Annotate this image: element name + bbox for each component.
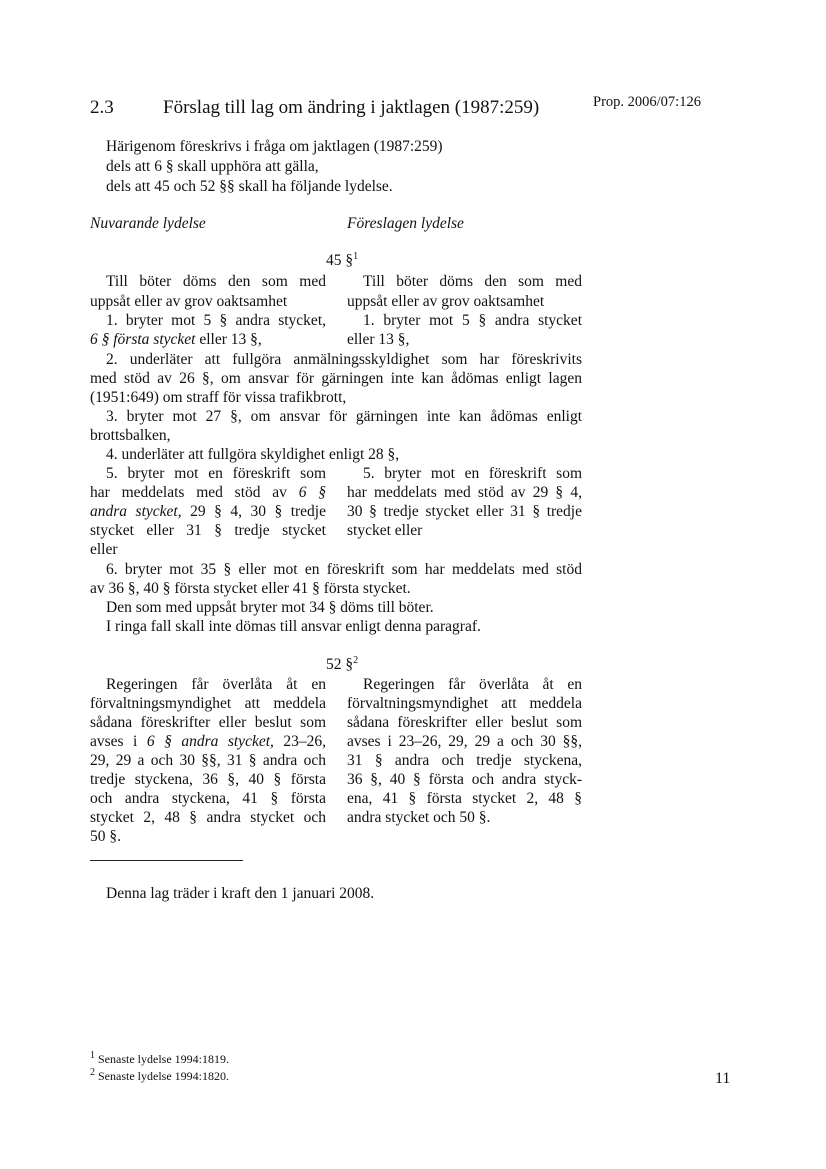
s45-point-6-line-1: 6. bryter mot 35 § eller mot en föreskrift som har meddelats med stöd — [106, 561, 582, 578]
section-divider — [90, 860, 243, 861]
s52-right-line-5: 31 § andra och tredje styckena, — [347, 752, 582, 769]
s45-left-point-1-b: 6 § första stycket eller 13 §, — [90, 331, 262, 348]
s52-left-line-5: 29, 29 a och 30 §§, 31 § andra och — [90, 752, 326, 769]
s52-left-line-9: 50 §. — [90, 828, 121, 845]
s45-right-point-5-line-3: 30 § tredje stycket eller 31 § tredje — [347, 503, 582, 520]
s45-left-point-1-a: 1. bryter mot 5 § andra stycket, — [106, 312, 326, 329]
s45-left-intro-1: Till böter döms den som med — [106, 273, 326, 290]
paragraph-45-title: 45 §$^1$ — [326, 250, 359, 269]
footnote-2: $^2$ Senaste lydelse 1994:1820. — [90, 1067, 229, 1083]
s52-left-line-2: förvaltningsmyndighet att meddela — [90, 695, 326, 712]
s45-right-point-1-b: eller 13 §, — [347, 331, 410, 348]
s45-second-paragraph: Den som med uppsåt bryter mot 34 § döms till böter. — [106, 599, 434, 616]
s45-right-intro-2: uppsåt eller av grov oaktsamhet — [347, 293, 545, 310]
s52-left-line-4: avses i 6 § andra stycket, 23–26, — [90, 733, 326, 750]
s52-right-line-3: sådana föreskrifter eller beslut som — [347, 714, 582, 731]
s52-right-line-2: förvaltningsmyndighet att meddela — [347, 695, 582, 712]
paragraph-52-title: 52 §$^2$ — [326, 654, 359, 673]
column-current-heading: Nuvarande lydelse — [90, 215, 206, 232]
footnote-ref-2: 2 — [353, 654, 359, 666]
s45-left-point-5-line-2: har meddelats med stöd av 6 § — [90, 484, 327, 501]
column-proposed-heading: Föreslagen lydelse — [347, 215, 464, 232]
s45-left-point-5-line-3: andra stycket, 29 § 4, 30 § tredje — [90, 503, 326, 520]
s45-point-3-line-1: 3. bryter mot 27 §, om ansvar för gärningen inte kan ådömas enligt — [106, 408, 582, 425]
intro-line-2: dels att 6 § skall upphöra att gälla, — [106, 158, 319, 175]
s52-left-line-7: och andra styckena, 41 § första — [90, 790, 326, 807]
s45-third-paragraph: I ringa fall skall inte dömas till ansvar enligt denna paragraf. — [106, 618, 481, 635]
footnote-1: $^1$ Senaste lydelse 1994:1819. — [90, 1050, 229, 1066]
section-title: Förslag till lag om ändring i jaktlagen (1987:259) — [163, 97, 540, 118]
intro-line-1: Härigenom föreskrivs i fråga om jaktlagen (1987:259) — [106, 138, 443, 155]
s45-right-intro-1: Till böter döms den som med — [363, 273, 582, 290]
s52-left-line-8: stycket 2, 48 § andra stycket och — [90, 809, 326, 826]
s45-left-intro-2: uppsåt eller av grov oaktsamhet — [90, 293, 288, 310]
s45-point-2-line-2: med stöd av 26 §, om ansvar för gärningen inte kan ådömas enligt lagen — [90, 370, 582, 387]
s52-right-line-1: Regeringen får överlåta åt en — [363, 676, 582, 693]
s45-point-2-line-1: 2. underläter att fullgöra anmälningsskyldighet som har föreskrivits — [106, 351, 582, 368]
s52-right-line-8: andra stycket och 50 §. — [347, 809, 491, 826]
s45-point-6-line-2: av 36 §, 40 § första stycket eller 41 § första stycket. — [90, 580, 411, 597]
s52-left-line-6: tredje styckena, 36 §, 40 § första — [90, 771, 326, 788]
footnote-ref-1: 1 — [353, 250, 359, 262]
s52-left-line-3: sådana föreskrifter eller beslut som — [90, 714, 326, 731]
effective-date: Denna lag träder i kraft den 1 januari 2008. — [106, 885, 375, 902]
s45-right-point-1-a: 1. bryter mot 5 § andra stycket — [363, 312, 582, 329]
s52-right-line-6: 36 §, 40 § första och andra styck- — [347, 771, 582, 788]
prop-reference: Prop. 2006/07:126 — [593, 94, 701, 110]
s52-left-line-1: Regeringen får överlåta åt en — [106, 676, 326, 693]
s45-left-point-5-line-5: eller — [90, 541, 118, 558]
section-number: 2.3 — [90, 97, 114, 118]
s45-left-point-5-line-1: 5. bryter mot en föreskrift som — [106, 465, 326, 482]
s45-right-point-5-line-2: har meddelats med stöd av 29 § 4, — [347, 484, 582, 501]
intro-line-3: dels att 45 och 52 §§ skall ha följande lydelse. — [106, 178, 393, 195]
page-number: 11 — [715, 1070, 731, 1087]
s52-right-line-7: ena, 41 § första stycket 2, 48 § — [347, 790, 582, 807]
s45-right-point-5-line-1: 5. bryter mot en föreskrift som — [363, 465, 582, 482]
s45-point-2-line-3: (1951:649) om straff för vissa trafikbrott, — [90, 389, 347, 406]
s45-point-3-line-2: brottsbalken, — [90, 427, 171, 444]
s52-right-line-4: avses i 23–26, 29, 29 a och 30 §§, — [347, 733, 582, 750]
s45-right-point-5-line-4: stycket eller — [347, 522, 423, 539]
s45-point-4: 4. underläter att fullgöra skyldighet enligt 28 §, — [106, 446, 400, 463]
s45-left-point-5-line-4: stycket eller 31 § tredje stycket — [90, 522, 326, 539]
